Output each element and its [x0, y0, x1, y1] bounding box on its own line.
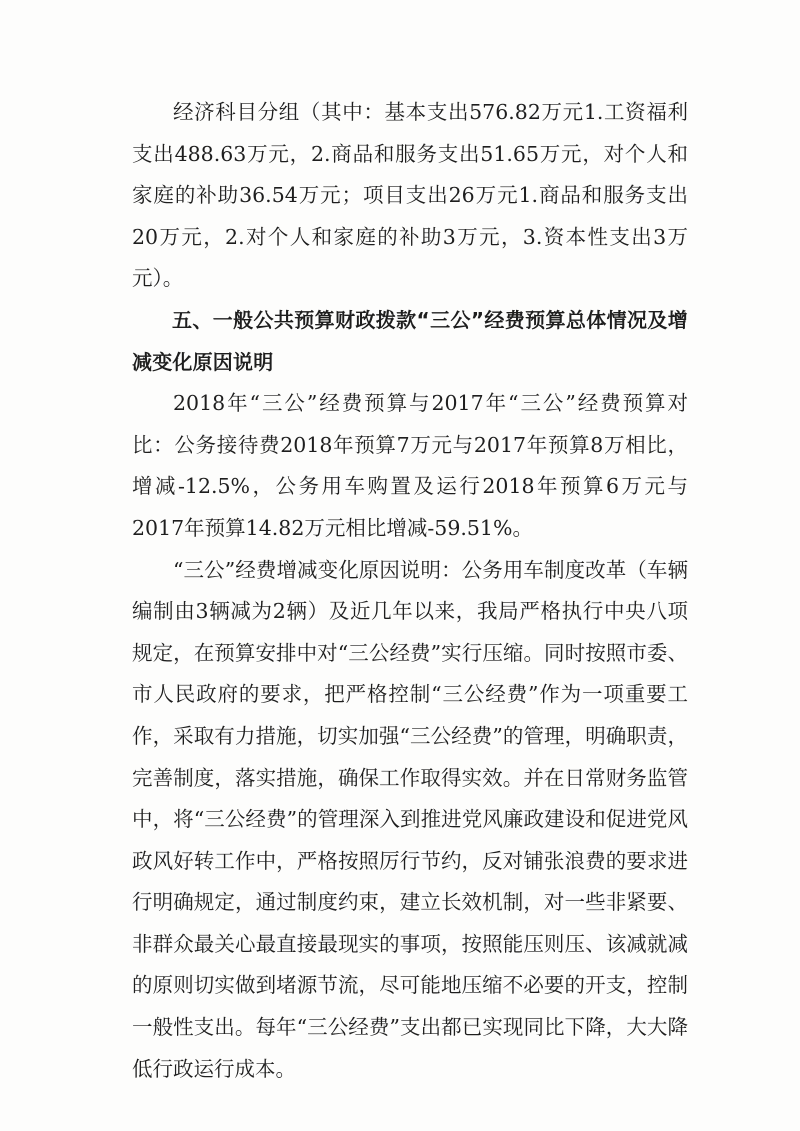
paragraph-change-reasons: “三公”经费增减变化原因说明：公务用车制度改革（车辆编制由3辆减为2辆）及近几年以来，我局严格执行中央八项规定，在预算安排中对“三公经费”实行压缩。同时按照市委、市人民政府的要求，把严格控制“三公经费”作为一项重要工作，采取有力措施，切实加强“三公经费”的管理，明确职责，完善制度，落实措施，确保工作取得实效。并在日常财务监管中，将“三公经费”的管理深入到推进党风廉政建设和促进党风政风好转工作中，严格按照厉行节约，反对铺张浪费的要求进行明确规定，通过制度约束，建立长效机制，对一些非紧要、非群众最关心最直接最现实的事项，按照能压则压、该减就减的原则切实做到堵源节流，尽可能地压缩不必要的开支，控制一般性支出。每年“三公经费”支出都已实现同比下降，大大降低行政运行成本。 — [132, 557, 688, 1081]
section-heading-three-public-expenses: 五、一般公共预算财政拨款“三公”经费预算总体情况及增减变化原因说明 — [132, 307, 688, 374]
paragraph-economic-classification: 经济科目分组（其中：基本支出576.82万元1.工资福利支出488.63万元，2.商品和服务支出51.65万元，对个人和家庭的补助36.54万元；项目支出26万元1.商品和服务支出20万元，2.对个人和家庭的补助3万元，3.资本性支出3万元）。 — [132, 100, 688, 291]
document-body — [132, 92, 688, 1090]
paragraph-budget-comparison: 2018年“三公”经费预算与2017年“三公”经费预算对比：公务接待费2018年预算7万元与2017年预算8万相比，增减-12.5%，公务用车购置及运行2018年预算6万元与2017年预算14.82万元相比增减-59.51%。 — [132, 391, 688, 540]
